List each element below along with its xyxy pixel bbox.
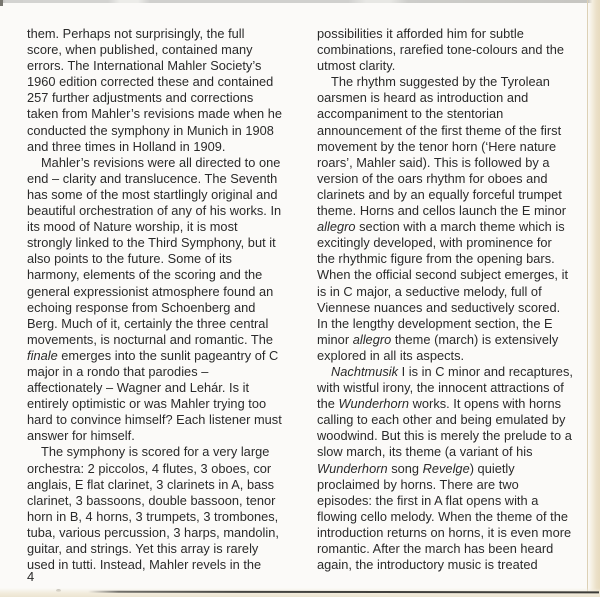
text-line — [317, 396, 591, 412]
text-segment: used in tutti. Instead, Mahler revels in the — [27, 557, 262, 573]
text-segment: announcement of the first theme of the first — [317, 122, 562, 138]
left-text-column — [27, 26, 293, 573]
text-line — [317, 316, 591, 332]
text-segment: episodes: the first in A flat opens with a — [317, 492, 539, 508]
right-text-column — [317, 26, 591, 573]
text-segment: roars’, Mahler said). This is followed by a — [317, 154, 550, 170]
text-segment: introduction returns on horns, it is even more — [317, 524, 572, 540]
text-line — [27, 267, 293, 283]
text-line — [317, 187, 591, 203]
text-line — [27, 90, 293, 106]
text-segment: accompaniment to the stentorian — [317, 106, 504, 122]
text-line — [27, 461, 293, 477]
text-line — [317, 139, 591, 155]
text-line — [317, 26, 591, 42]
text-segment: again, the introductory music is treated — [317, 557, 538, 573]
text-line — [27, 74, 293, 90]
text-line — [27, 300, 293, 316]
text-line — [317, 42, 591, 58]
text-segment: romantic. After the march has been heard — [317, 541, 554, 556]
text-line — [317, 412, 591, 428]
text-line — [317, 428, 591, 444]
text-segment: major in a rondo that parodies – — [27, 363, 209, 379]
text-segment: flowing cello melody. When the theme of the — [317, 508, 569, 524]
text-line — [317, 235, 591, 251]
text-line — [27, 251, 293, 267]
text-line — [317, 525, 591, 541]
text-segment: theme. Horns and cellos launch the E minor — [317, 203, 567, 219]
text-line — [317, 461, 591, 477]
text-line — [317, 123, 591, 139]
text-segment: calling to each other and being emulated by — [317, 412, 566, 428]
italic-text-segment: allegro — [352, 331, 392, 347]
text-line — [317, 90, 591, 106]
text-segment: movement by the tenor horn (‘Here nature — [317, 138, 557, 154]
text-line — [27, 219, 293, 235]
text-segment: conducted the symphony in Munich in 1908 — [27, 122, 274, 138]
text-segment: horn in B, 4 horns, 3 trumpets, 3 trombones, — [27, 508, 279, 524]
page-number: 4 — [27, 569, 35, 584]
text-line — [317, 364, 591, 380]
text-line — [27, 412, 293, 428]
text-segment: excitingly developed, with prominence for — [317, 235, 552, 251]
text-line — [317, 348, 591, 364]
text-line — [27, 171, 293, 187]
text-line — [27, 364, 293, 380]
text-segment: ) quietly — [469, 460, 515, 476]
text-line — [27, 348, 293, 364]
text-line — [317, 171, 591, 187]
text-line — [317, 74, 591, 90]
text-segment: the rhythmic figure from the opening bars. — [317, 251, 555, 267]
text-segment: When the official second subject emerges, it — [317, 267, 569, 283]
text-line — [317, 284, 591, 300]
text-segment: theme (march) is extensively — [391, 331, 559, 347]
text-line — [317, 219, 591, 235]
text-segment: 257 further adjustments and corrections — [27, 90, 254, 106]
text-segment: orchestra: 2 piccolos, 4 flutes, 3 oboes, cor — [27, 460, 272, 476]
text-segment: them. Perhaps not surprisingly, the full — [27, 26, 245, 41]
text-line — [27, 428, 293, 444]
scan-corner-mark — [0, 0, 3, 6]
text-line — [317, 444, 591, 460]
text-segment: I is in C minor and recaptures, — [398, 363, 573, 379]
text-segment: taken from Mahler’s revisions made when he — [27, 106, 283, 122]
text-segment: clarinet, 3 bassoons, double bassoon, tenor — [27, 492, 276, 508]
text-line — [27, 493, 293, 509]
text-segment: combinations, rarefied tone-colours and the — [317, 42, 564, 58]
text-line — [317, 58, 591, 74]
text-segment: guitar, and strings. Yet this array is rarely — [27, 541, 259, 556]
text-line — [317, 300, 591, 316]
text-segment: oarsmen is heard as introduction and — [317, 90, 529, 106]
text-line — [317, 493, 591, 509]
text-segment: tuba, various percussion, 3 harps, mandolin, — [27, 524, 279, 540]
text-line — [317, 332, 591, 348]
scan-bottom-line — [88, 591, 599, 594]
text-segment: Viennese nuances and seductively scored. — [317, 299, 561, 315]
scan-top-edge — [0, 0, 600, 3]
text-line — [27, 444, 293, 460]
text-segment: In the lengthy development section, the E — [317, 315, 553, 331]
text-segment: Mahler’s revisions were all directed to one — [41, 154, 281, 170]
text-line — [317, 477, 591, 493]
text-line — [27, 316, 293, 332]
text-line — [27, 541, 293, 557]
italic-text-segment: Wunderhorn — [338, 396, 410, 412]
text-segment: score, when published, contained many — [27, 42, 253, 58]
italic-text-segment: finale — [27, 347, 58, 363]
text-line — [27, 380, 293, 396]
text-line — [317, 267, 591, 283]
text-line — [27, 106, 293, 122]
text-line — [27, 58, 293, 74]
text-segment: the — [317, 396, 339, 412]
text-segment: hard to convince himself? Each listener must — [27, 412, 282, 428]
text-line — [317, 509, 591, 525]
text-line — [27, 123, 293, 139]
text-segment: strongly linked to the Third Symphony, but it — [27, 235, 276, 251]
text-segment: and three times in Holland in 1909. — [27, 138, 226, 154]
text-segment: The symphony is scored for a very large — [41, 444, 270, 460]
text-segment: 1960 edition corrected these and contained — [27, 74, 274, 90]
italic-text-segment: Wunderhorn — [317, 460, 388, 476]
text-segment: beautiful orchestration of any of his works. In — [27, 203, 282, 219]
text-line — [27, 284, 293, 300]
text-line — [317, 251, 591, 267]
text-line — [27, 187, 293, 203]
text-line — [27, 203, 293, 219]
text-segment: Berg. Much of it, certainly the three central — [27, 315, 269, 331]
text-segment: woodwind. But this is merely the prelude to a — [317, 428, 572, 444]
text-line — [27, 525, 293, 541]
text-segment: movements, is nocturnal and romantic. The — [27, 331, 273, 347]
text-segment: is in C major, a seductive melody, full of — [317, 283, 542, 299]
text-line — [317, 541, 591, 557]
text-segment: clarinets and by an equally forceful trumpet — [317, 186, 562, 202]
text-segment: version of the oars rhythm for oboes and — [317, 170, 548, 186]
text-line — [27, 557, 293, 573]
text-segment: song — [387, 460, 423, 476]
text-segment: works. It opens with horns — [409, 396, 562, 412]
text-line — [317, 203, 591, 219]
text-line — [317, 380, 591, 396]
text-line — [27, 155, 293, 171]
italic-text-segment: Nachtmusik — [331, 363, 399, 379]
text-segment: possibilities it afforded him for subtle — [317, 26, 524, 41]
text-line — [27, 26, 293, 42]
text-segment: entirely optimistic or was Mahler trying too — [27, 396, 267, 412]
italic-text-segment: allegro — [317, 219, 356, 235]
text-segment: has some of the most startlingly original and — [27, 186, 278, 202]
text-line — [27, 332, 293, 348]
text-segment: minor — [317, 331, 353, 347]
text-segment: answer for himself. — [27, 428, 135, 444]
text-segment: anglais, E flat clarinet, 3 clarinets in A, bass — [27, 476, 275, 492]
text-segment: echoing response from Schoenberg and — [27, 299, 256, 315]
text-line — [27, 477, 293, 493]
text-segment: explored in all its aspects. — [317, 347, 465, 363]
text-line — [27, 139, 293, 155]
text-segment: proclaimed by horns. There are two — [317, 476, 519, 492]
text-line — [27, 396, 293, 412]
text-segment: section with a march theme which is — [355, 219, 565, 235]
text-segment: emerges into the sunlit pageantry of C — [57, 347, 279, 363]
text-line — [317, 155, 591, 171]
text-segment: slow march, its theme (a variant of his — [317, 444, 533, 460]
text-segment: harmony, elements of the scoring and the — [27, 267, 263, 283]
italic-text-segment: Revelge — [422, 460, 470, 476]
text-segment: end – clarity and translucence. The Seventh — [27, 170, 278, 186]
text-segment: general expressionist atmosphere found an — [27, 283, 274, 299]
text-line — [317, 557, 591, 573]
text-segment: its mood of Nature worship, it is most — [27, 219, 238, 235]
text-line — [27, 235, 293, 251]
text-segment: errors. The International Mahler Society’s — [27, 58, 262, 74]
text-segment: with wistful irony, the innocent attractions of — [317, 380, 564, 396]
text-segment: also points to the future. Some of its — [27, 251, 232, 267]
text-segment: affectionately – Wagner and Lehár. Is it — [27, 380, 250, 396]
text-line — [27, 42, 293, 58]
text-line — [27, 509, 293, 525]
text-segment: The rhythm suggested by the Tyrolean — [331, 74, 550, 90]
text-segment: utmost clarity. — [317, 58, 396, 74]
text-line — [317, 106, 591, 122]
scan-bottom-edge — [0, 588, 600, 597]
